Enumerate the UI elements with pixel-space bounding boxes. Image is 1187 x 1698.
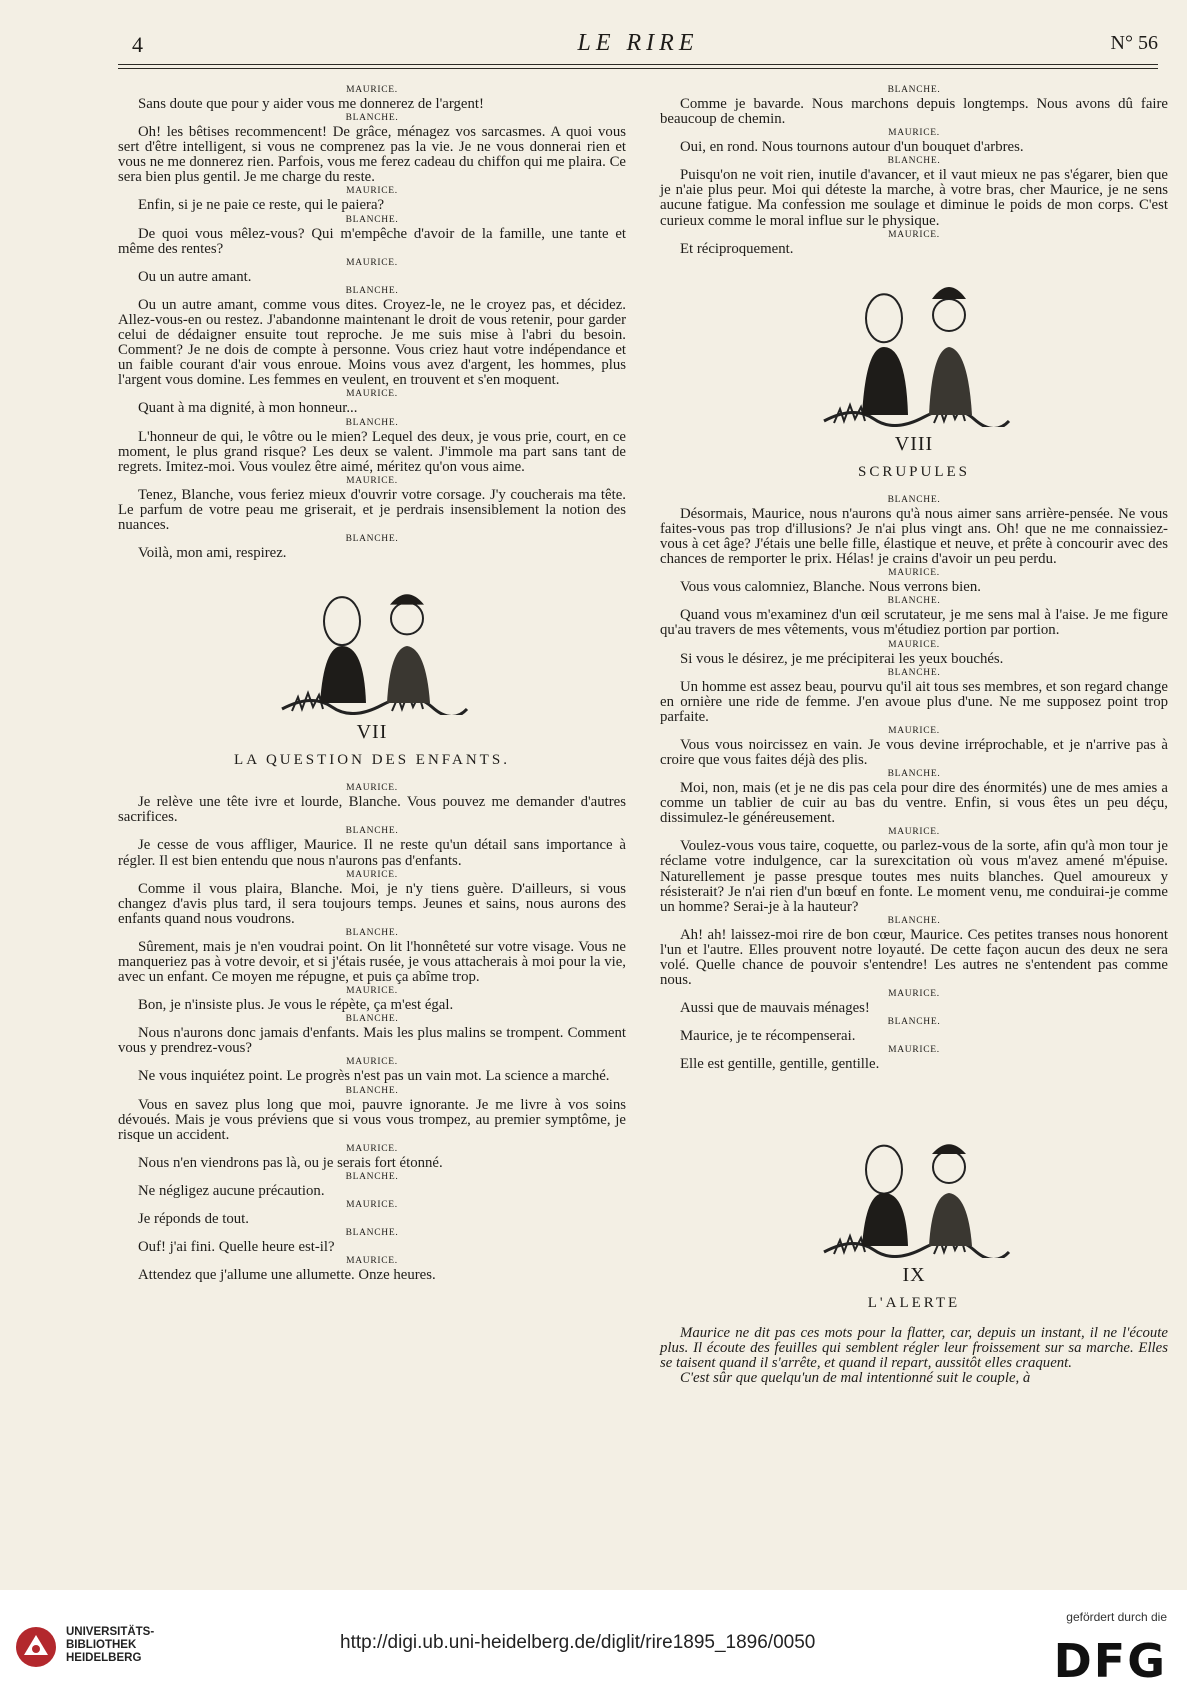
dialogue-line: Et réciproquement. <box>680 240 794 257</box>
speaker-name: MAURICE. <box>346 85 398 95</box>
speaker-name: MAURICE. <box>888 725 940 736</box>
dialogue-line: Attendez que j'allume une allumette. Onze heures. <box>138 1267 436 1284</box>
dialogue-line: Voilà, mon ami, respirez. <box>138 545 287 562</box>
library-name-line: HEIDELBERG <box>66 1652 142 1664</box>
dfg-logo: DFG <box>1053 1634 1167 1688</box>
speaker-name: MAURICE. <box>346 186 398 197</box>
speaker-name: MAURICE. <box>888 128 940 139</box>
speaker-name: BLANCHE. <box>887 596 941 607</box>
speaker-name: BLANCHE. <box>345 927 399 938</box>
dialogue-line: Voulez-vous vous taire, coquette, ou parlez-vous de la sorte, afin qu'à mon tour je réclame votre indulgence, car la surexcitation où vous m'avez amené m'épuise. Naturellement je passe presque toutes mes nuits blanches. Quel amoureux y résisterait? Je n'ai rien d'un bœuf en fonte. Le moment venu, me conduirai-je comme un homme? Serai-je à la hauteur? <box>660 838 1168 915</box>
left-column <box>118 84 626 1283</box>
speaker-name: BLANCHE. <box>345 1171 399 1182</box>
dialogue-line: Sans doute que pour y aider vous me donnerez de l'argent! <box>138 96 484 112</box>
dialogue-line: Ne vous inquiétez point. Le progrès n'est pas un vain mot. La science a marché. <box>138 1068 610 1085</box>
dialogue-line: Enfin, si je ne paie ce reste, qui le paiera? <box>138 197 385 214</box>
dialogue-line: Ou un autre amant, comme vous dites. Croyez-le, ne le croyez pas, et décidez. Allez-vous-en ou restez. J'abandonne maintenant le droit de vous retenir, pour garder celui de dédaigner ensuite tout reproche. Je me suis mise à l'abri du besoin. Comment? Je ne dois de compte à personne. Vous criez haut votre indépendance et un faible courant d'air vous enroue. Moins vous avez d'argent, les hommes, plus l'argent vous domine. Les femmes en veulent, en trouvent et s'en moquent. <box>118 296 626 389</box>
chapter-title: LA QUESTION DES ENFANTS. <box>234 752 510 769</box>
chapter-number: VIII <box>894 432 934 455</box>
dialogue-line: Tenez, Blanche, vous feriez mieux d'ouvrir votre corsage. J'y coucherais ma tête. Le parfum de votre peau me griserait, et je perdrais insensiblement la notion des nuances. <box>118 486 626 533</box>
university-seal-icon <box>14 1625 58 1669</box>
speaker-name: BLANCHE. <box>345 417 399 428</box>
dialogue-line: Elle est gentille, gentille, gentille. <box>680 1056 880 1073</box>
dialogue-line: Ou un autre amant. <box>138 268 252 285</box>
dialogue-line: Moi, non, mais (et je ne dis pas cela pour dire des énormités) une de mes amies a comme un tablier de cuir au bas du ventre. Enfin, si vous êtes un peu déçu, dissimulez-le généreusement. <box>660 780 1168 827</box>
speaker-name: MAURICE. <box>888 639 940 650</box>
dialogue-line: Quant à ma dignité, à mon honneur... <box>138 400 358 417</box>
couple-illustration-3 <box>814 1128 1014 1258</box>
chapter-number: VII <box>356 721 388 744</box>
speaker-name: BLANCHE. <box>345 113 399 124</box>
dialogue-line: Comme il vous plaira, Blanche. Moi, je n'y tiens guère. D'ailleurs, si vous changez d'avis plus tard, il sera toujours temps. Jeunes et sains, nous aurons des enfants quand nous voudrons. <box>118 880 626 927</box>
page-number: 4 <box>132 32 143 57</box>
couple-illustration-1 <box>272 577 472 715</box>
speaker-name: MAURICE. <box>346 869 398 880</box>
chapter-number: IX <box>902 1264 926 1287</box>
speaker-name: BLANCHE. <box>345 285 399 296</box>
running-head <box>118 30 1158 60</box>
speaker-name: MAURICE. <box>888 229 940 240</box>
speaker-name: BLANCHE. <box>887 667 941 678</box>
dialogue-line: Bon, je n'insiste plus. Je vous le répète, ça m'est égal. <box>138 997 454 1014</box>
speaker-name: MAURICE. <box>346 1143 398 1154</box>
chapter-title: L'ALERTE <box>867 1295 961 1312</box>
speaker-name: MAURICE. <box>888 989 940 1000</box>
speaker-name: MAURICE. <box>346 257 398 268</box>
dialogue-line: L'honneur de qui, le vôtre ou le mien? Lequel des deux, je vous prie, court, en ce moment, le plus grand risque? Les deux se valent. J'immole ma part sans tant de regrets. Imitez-moi. Vous voulez être aimé, méritez qu'on vous aime. <box>118 428 626 475</box>
dialogue-line: Quand vous m'examinez d'un œil scrutateur, je me sens mal à l'aise. Je me figure qu'au travers de mes vêtements, vous m'étudiez portion par portion. <box>660 607 1168 639</box>
speaker-name: BLANCHE. <box>887 156 941 167</box>
speaker-name: BLANCHE. <box>345 1085 399 1096</box>
speaker-name: MAURICE. <box>346 1057 398 1068</box>
speaker-name: MAURICE. <box>346 475 398 486</box>
speaker-name: BLANCHE. <box>887 85 941 95</box>
dialogue-line: Vous vous noircissez en vain. Je vous devine irréprochable, et je n'arrive pas à croire que vous faites déjà des plis. <box>660 736 1168 768</box>
dialogue-line: Puisqu'on ne voit rien, inutile d'avancer, et il vaut mieux ne pas s'égarer, bien que je n'aie plus peur. Moi qui déteste la marche, à votre bras, cher Maurice, je ne sens aucune fatigue. Ma confession me soulage et diminue le poids de mon corps. C'est curieux comme le moral influe sur le physique. <box>660 167 1168 229</box>
dialogue-line: Comme je bavarde. Nous marchons depuis longtemps. Nous avons dû faire beaucoup de chemin. <box>660 96 1168 128</box>
speaker-name: MAURICE. <box>346 783 398 794</box>
couple-illustration-2 <box>814 267 1014 427</box>
permalink-url[interactable]: http://digi.ub.uni-heidelberg.de/diglit/rire1895_1896/0050 <box>340 1632 816 1653</box>
issue-number: N° 56 <box>1110 32 1158 54</box>
dialogue-line: Oui, en rond. Nous tournons autour d'un bouquet d'arbres. <box>680 139 1024 156</box>
journal-title: LE RIRE <box>577 30 699 56</box>
dialogue-line: Ouf! j'ai fini. Quelle heure est-il? <box>138 1239 335 1256</box>
dialogue-line: Sûrement, mais je n'en voudrai point. On lit l'honnêteté sur votre visage. Vous ne manqueriez pas à votre devoir, et si j'étais rusée, je vous attacherais à moi pour la vie, avec un enfant. Ce moyen me répugne, et puis ça abîme trop. <box>118 938 626 986</box>
header-rule-thin <box>118 68 1158 69</box>
dialogue-line: Vous vous calomniez, Blanche. Nous verrons bien. <box>680 579 981 596</box>
speaker-name: BLANCHE. <box>887 769 941 780</box>
dialogue-line: Ne négligez aucune précaution. <box>138 1182 325 1199</box>
speaker-name: BLANCHE. <box>887 915 941 926</box>
stage-direction: C'est sûr que quelqu'un de mal intentionné suit le couple, à <box>680 1369 1031 1386</box>
speaker-name: MAURICE. <box>346 1256 398 1267</box>
dialogue-line: Je relève une tête ivre et lourde, Blanche. Vous pouvez me demander d'autres sacrifices. <box>118 794 626 826</box>
speaker-name: BLANCHE. <box>345 826 399 837</box>
library-name <box>66 1626 154 1665</box>
dialogue-line: Nous n'en viendrons pas là, ou je serais fort étonné. <box>138 1154 443 1171</box>
dialogue-line: Ah! ah! laissez-moi rire de bon cœur, Maurice. Ces petites transes nous honorent l'un et l'autre. Elles prouvent notre loyauté. De cette façon aucun des deux ne sera volé. Quelle chance de pouvoir s'entendre! Les autres ne s'entendent pas comme nous. <box>660 926 1168 989</box>
dialogue-line: De quoi vous mêlez-vous? Qui m'empêche d'avoir de la famille, une tante et même des rentes? <box>118 225 626 257</box>
speaker-name: MAURICE. <box>888 1045 940 1056</box>
header-rule <box>118 64 1158 65</box>
dialogue-line: Nous n'aurons donc jamais d'enfants. Mais les plus malins se trompent. Comment vous y prendrez-vous? <box>118 1025 626 1057</box>
speaker-name: MAURICE. <box>888 827 940 838</box>
stage-direction: Maurice ne dit pas ces mots pour la flatter, car, depuis un instant, il ne l'écoute plus. Il écoute des feuilles qui semblent régler leur froissement sur sa marche. Elles se taisent quand il s'arrête, et quand il repart, aussitôt elles craquent. <box>660 1324 1168 1371</box>
sponsor-label: gefördert durch die <box>1066 1610 1167 1624</box>
speaker-name: BLANCHE. <box>345 1014 399 1025</box>
speaker-name: MAURICE. <box>346 986 398 997</box>
dialogue-line: Désormais, Maurice, nous n'aurons qu'à nous aimer sans arrière-pensée. Ne vous faites-vous pas trop d'illusions? Je n'ai plus vingt ans. Oh! que ne me connaissiez-vous à cet âge? J'étais une belle fille, élastique et neuve, et prête à concourir avec des chances de remporter le prix. Hélas! je crains d'avoir un peu perdu. <box>660 505 1168 568</box>
library-name-line: BIBLIOTHEK <box>66 1639 137 1651</box>
digitization-footer <box>0 1590 1187 1698</box>
speaker-name: MAURICE. <box>346 389 398 400</box>
speaker-name: MAURICE. <box>888 568 940 579</box>
dialogue-line: Aussi que de mauvais ménages! <box>680 1000 870 1017</box>
library-name-line: UNIVERSITÄTS- <box>66 1626 155 1638</box>
dialogue-line: Je réponds de tout. <box>138 1211 249 1228</box>
speaker-name: MAURICE. <box>346 1200 398 1211</box>
chapter-title: SCRUPULES <box>857 463 971 480</box>
dialogue-line: Je cesse de vous affliger, Maurice. Il ne reste qu'un détail sans importance à régler. Il est bien entendu que nous n'aurons pas d'enfants. <box>118 837 626 869</box>
speaker-name: BLANCHE. <box>345 534 399 545</box>
right-column <box>660 84 1168 1386</box>
dialogue-line: Oh! les bêtises recommencent! De grâce, ménagez vos sarcasmes. A quoi vous sert d'être intelligent, si vous ne comprenez pas la vie. Je ne vous donnerai rien et vous ne me donnerez rien. Parfois, vous me ferez cadeau du chiffon qui me plaira. Ce sera bien plus gentil. Je me charge du reste. <box>118 124 626 186</box>
dialogue-line: Vous en savez plus long que moi, pauvre ignorante. Je me livre à vos soins dévoués. Mais je vous préviens que si vous vous trompez, au premier symptôme, je risque un accident. <box>118 1096 626 1143</box>
dialogue-line: Si vous le désirez, je me précipiterai les yeux bouchés. <box>680 650 1004 667</box>
speaker-name: BLANCHE. <box>887 494 941 505</box>
dialogue-line: Maurice, je te récompenserai. <box>680 1028 856 1045</box>
speaker-name: BLANCHE. <box>345 214 399 225</box>
speaker-name: BLANCHE. <box>345 1228 399 1239</box>
speaker-name: BLANCHE. <box>887 1017 941 1028</box>
dialogue-line: Un homme est assez beau, pourvu qu'il ait tous ses membres, et son regard change en ornière une ride de femme. J'en avoue plus d'une. Ne me supposez point trop parfaite. <box>660 678 1168 725</box>
